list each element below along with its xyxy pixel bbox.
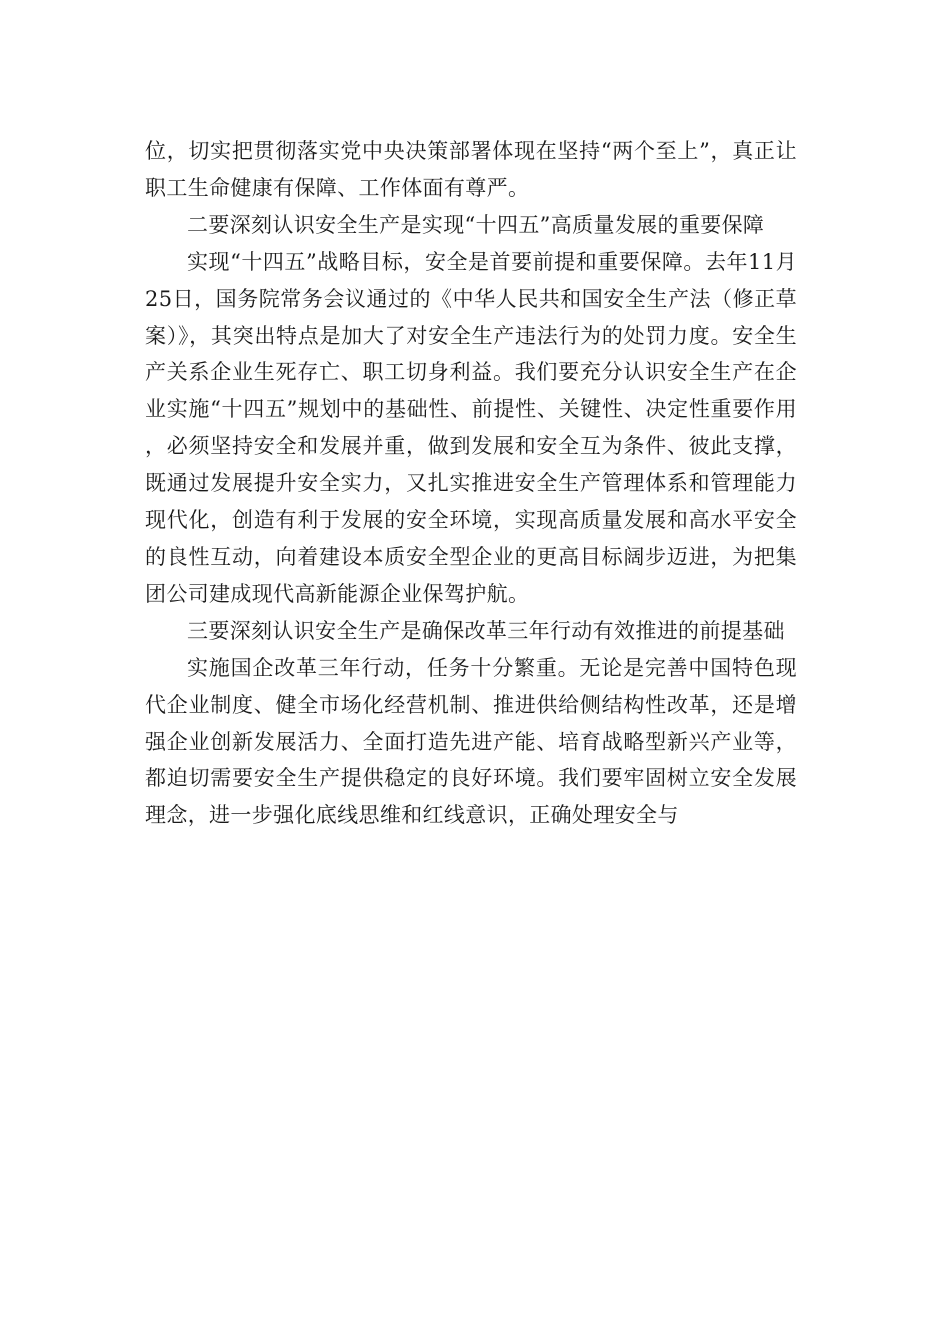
paragraph-continuation: 位，切实把贯彻落实党中央决策部署体现在坚持“两个至上”，真正让职工生命健康有保障、工作体面有尊严。 [145,139,797,200]
paragraph-body: 实施国企改革三年行动，任务十分繁重。无论是完善中国特色现代企业制度、健全市场化经营机制、推进供给侧结构性改革，还是增强企业创新发展活力、全面打造先进产能、培育战略型新兴产业等，都迫切需要安全生产提供稳定的良好环境。我们要牢固树立安全发展理念，进一步强化底线思维和红线意识，正确处理安全与 [145,655,797,828]
section-heading-three: 三要深刻认识安全生产是确保改革三年行动有效推进的前提基础 [187,618,785,643]
paragraph-body: 实现“十四五”战略目标，安全是首要前提和重要保障。去年11月25日，国务院常务会议通过的《中华人民共和国安全生产法（修正草案）》，其突出特点是加大了对安全生产违法行为的处罚力度。安全生产关系企业生死存亡、职工切身利益。我们要充分认识安全生产在企业实施“十四五”规划中的基础性、前提性、关键性、决定性重要作用，必须坚持安全和发展并重，做到发展和安全互为条件、彼此支撑，既通过发展提升安全实力，又扎实推进安全生产管理体系和管理能力现代化，创造有利于发展的安全环境，实现高质量发展和高水平安全的良性互动，向着建设本质安全型企业的更高目标阔步迈进，为把集团公司建成现代高新能源企业保驾护航。 [145,249,797,606]
section-heading-two: 二要深刻认识安全生产是实现“十四五”高质量发展的重要保障 [187,212,765,237]
document-page [145,133,797,834]
